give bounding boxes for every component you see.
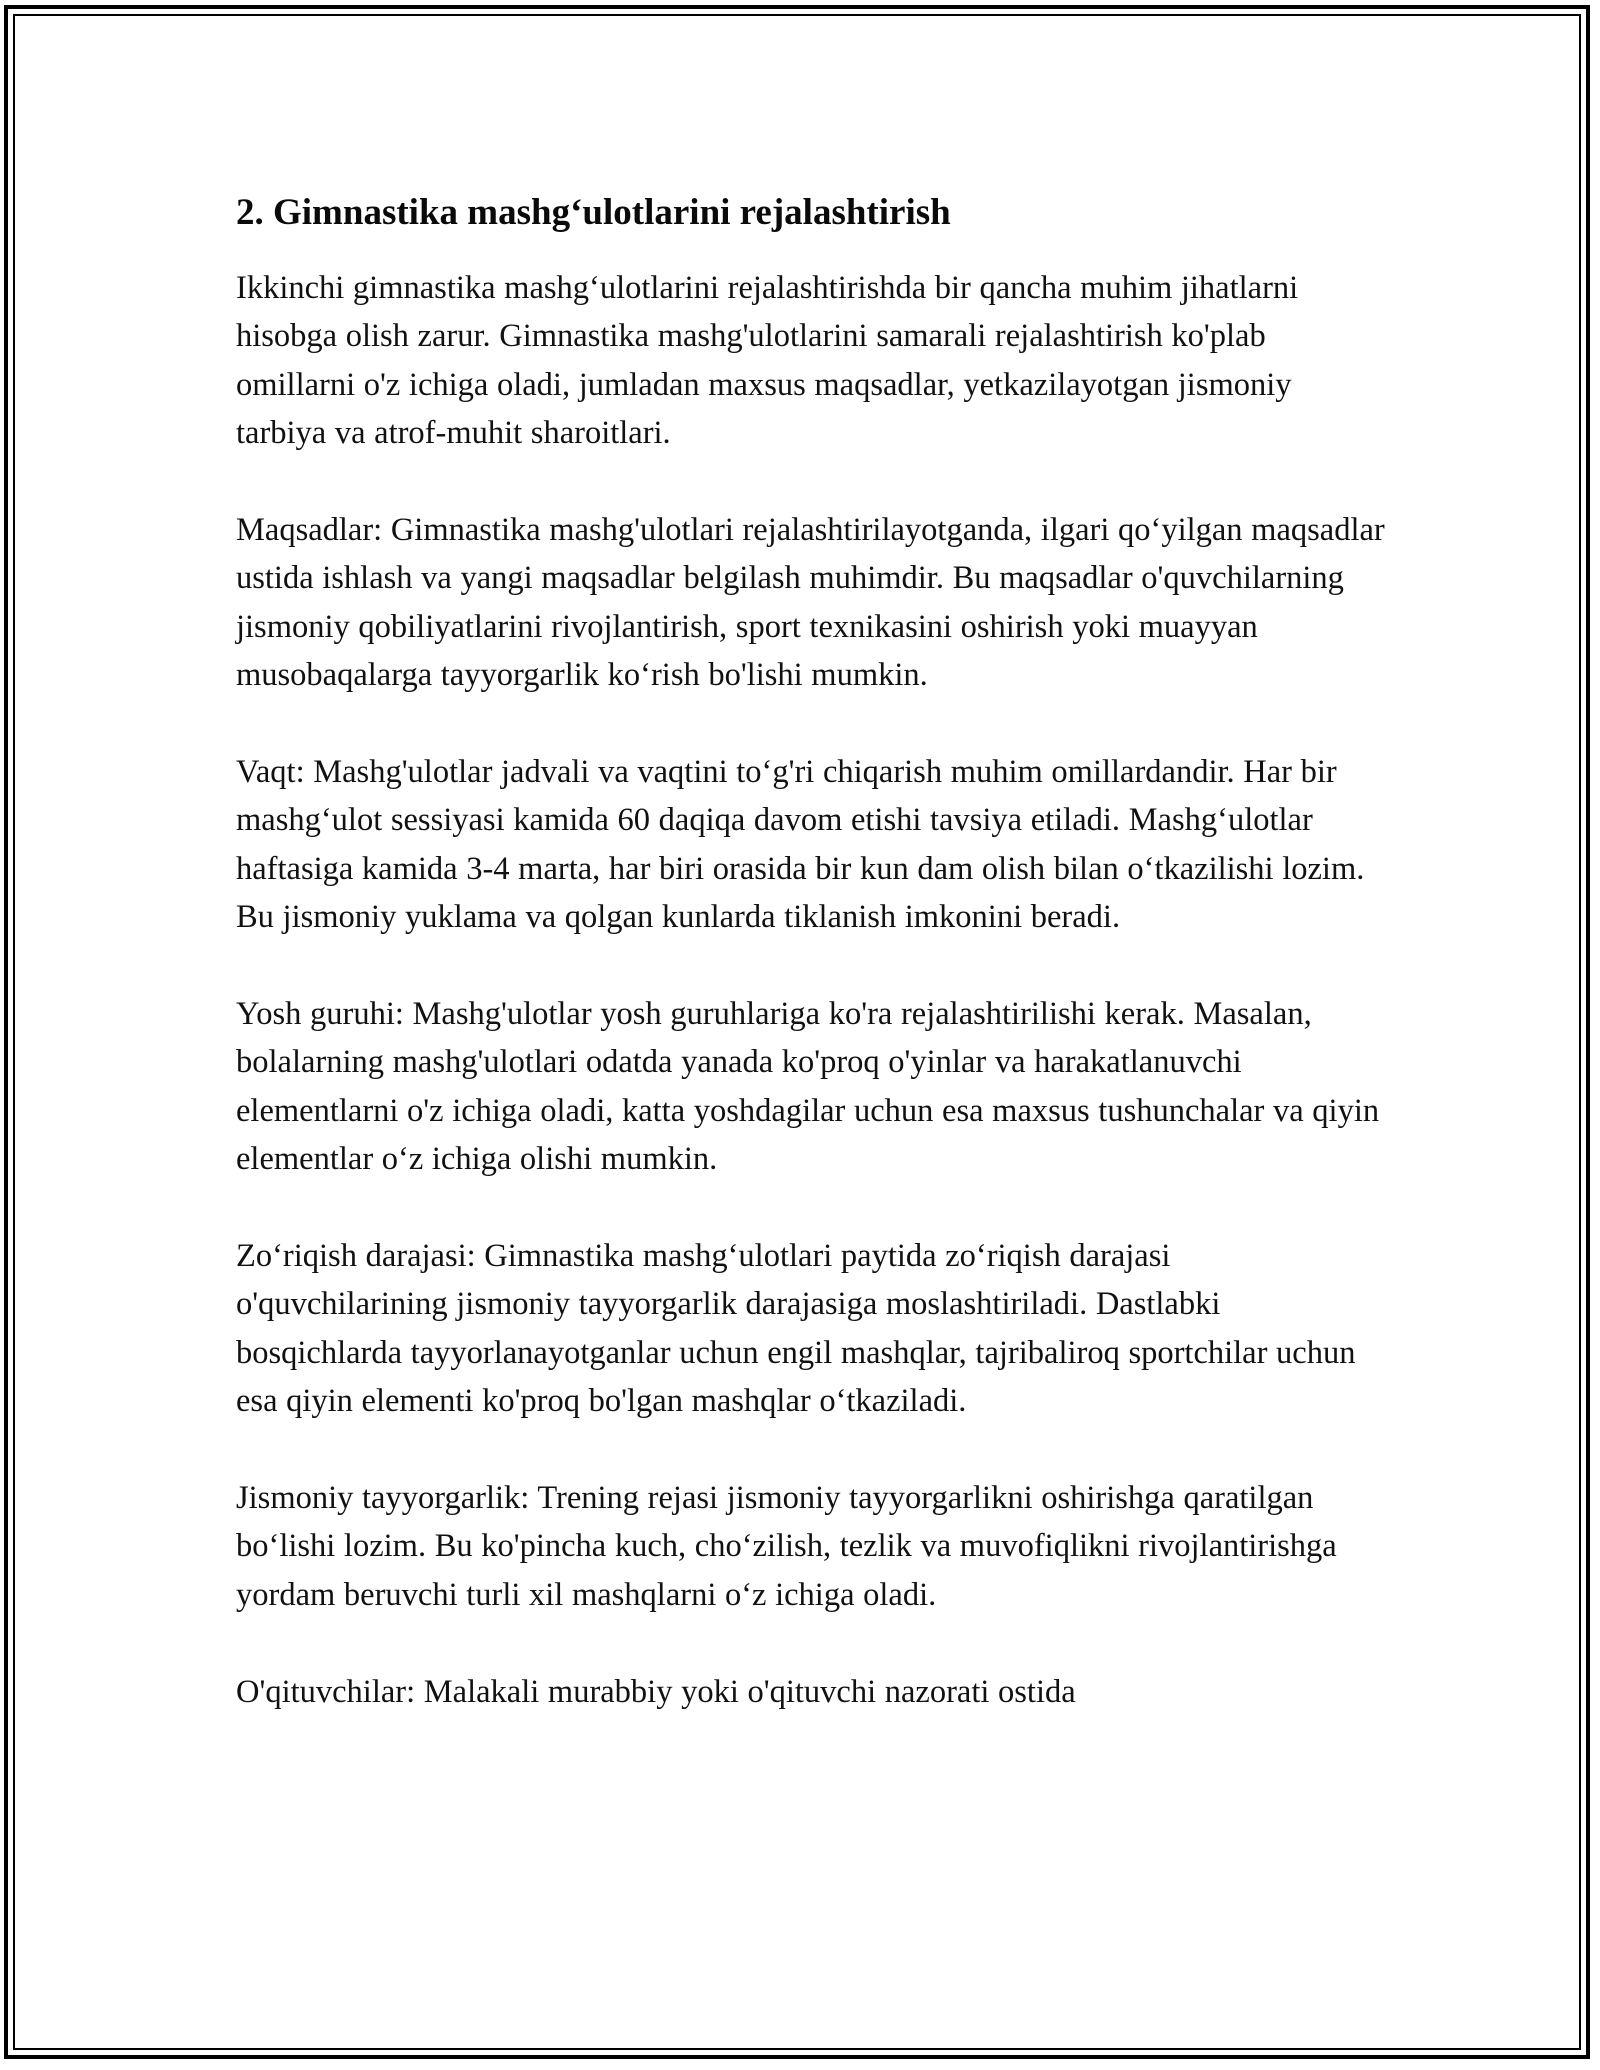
paragraph-teachers: O'qituvchilar: Malakali murabbiy yoki o'qituvchi nazorati ostida	[236, 1673, 1076, 1710]
paragraph-physical-fitness: Jismoniy tayyorgarlik: Trening rejasi jismoniy tayyorgarlikni oshirishga qaratilgan bo‘lishi lozim. Bu ko'pincha kuch, cho‘zilish, tezlik va muvofiqlikni rivojlantirishga yordam beruvchi turli xil mashqlarni o‘z ichiga oladi.	[236, 1480, 1337, 1613]
paragraph-time: Vaqt: Mashg'ulotlar jadvali va vaqtini to‘g'ri chiqarish muhim omillardandir. Har bir mashg‘ulot sessiyasi kamida 60 daqiqa davom etishi tavsiya etiladi. Mashg‘ulotlar haftasiga kamida 3-4 marta, har biri orasida bir kun dam olish bilan o‘tkazilishi lozim. Bu jismoniy yuklama va qolgan kunlarda tiklanish imkonini beradi.	[236, 754, 1365, 936]
paragraph-goals: Maqsadlar: Gimnastika mashg'ulotlari rejalashtirilayotganda, ilgari qo‘yilgan maqsadlar ustida ishlash va yangi maqsadlar belgilash muhimdir. Bu maqsadlar o'quvchilarning jismoniy qobiliyatlarini rivojlantirish, sport texnikasini oshirish yoki muayyan musobaqalarga tayyorgarlik ko‘rish bo'lishi mumkin.	[236, 512, 1385, 694]
section-heading: 2. Gimnastika mashg‘ulotlarini rejalashtirish	[236, 192, 951, 233]
paragraph-intensity: Zo‘riqish darajasi: Gimnastika mashg‘ulotlari paytida zo‘riqish darajasi o'quvchilarining jismoniy tayyorgarlik darajasiga moslashtiriladi. Dastlabki bosqichlarda tayyorlanayotganlar uchun engil mashqlar, tajribaliroq sportchilar uchun esa qiyin elementi ko'proq bo'lgan mashqlar o‘tkaziladi.	[236, 1238, 1356, 1420]
paragraph-age-group: Yosh guruhi: Mashg'ulotlar yosh guruhlariga ko'ra rejalashtirilishi kerak. Masalan, bolalarning mashg'ulotlari odatda yanada ko'proq o'yinlar va harakatlanuvchi elementlarni o'z ichiga oladi, katta yoshdagilar uchun esa maxsus tushunchalar va qiyin elementlar o‘z ichiga olishi mumkin.	[236, 996, 1380, 1178]
paragraph-intro: Ikkinchi gimnastika mashg‘ulotlarini rejalashtirishda bir qancha muhim jihatlarni hisobga olish zarur. Gimnastika mashg'ulotlarini samarali rejalashtirish ko'plab omillarni o'z ichiga oladi, jumladan maxsus maqsadlar, yetkazilayotgan jismoniy tarbiya va atrof-muhit sharoitlari.	[236, 270, 1299, 452]
document-body	[236, 190, 1386, 1716]
